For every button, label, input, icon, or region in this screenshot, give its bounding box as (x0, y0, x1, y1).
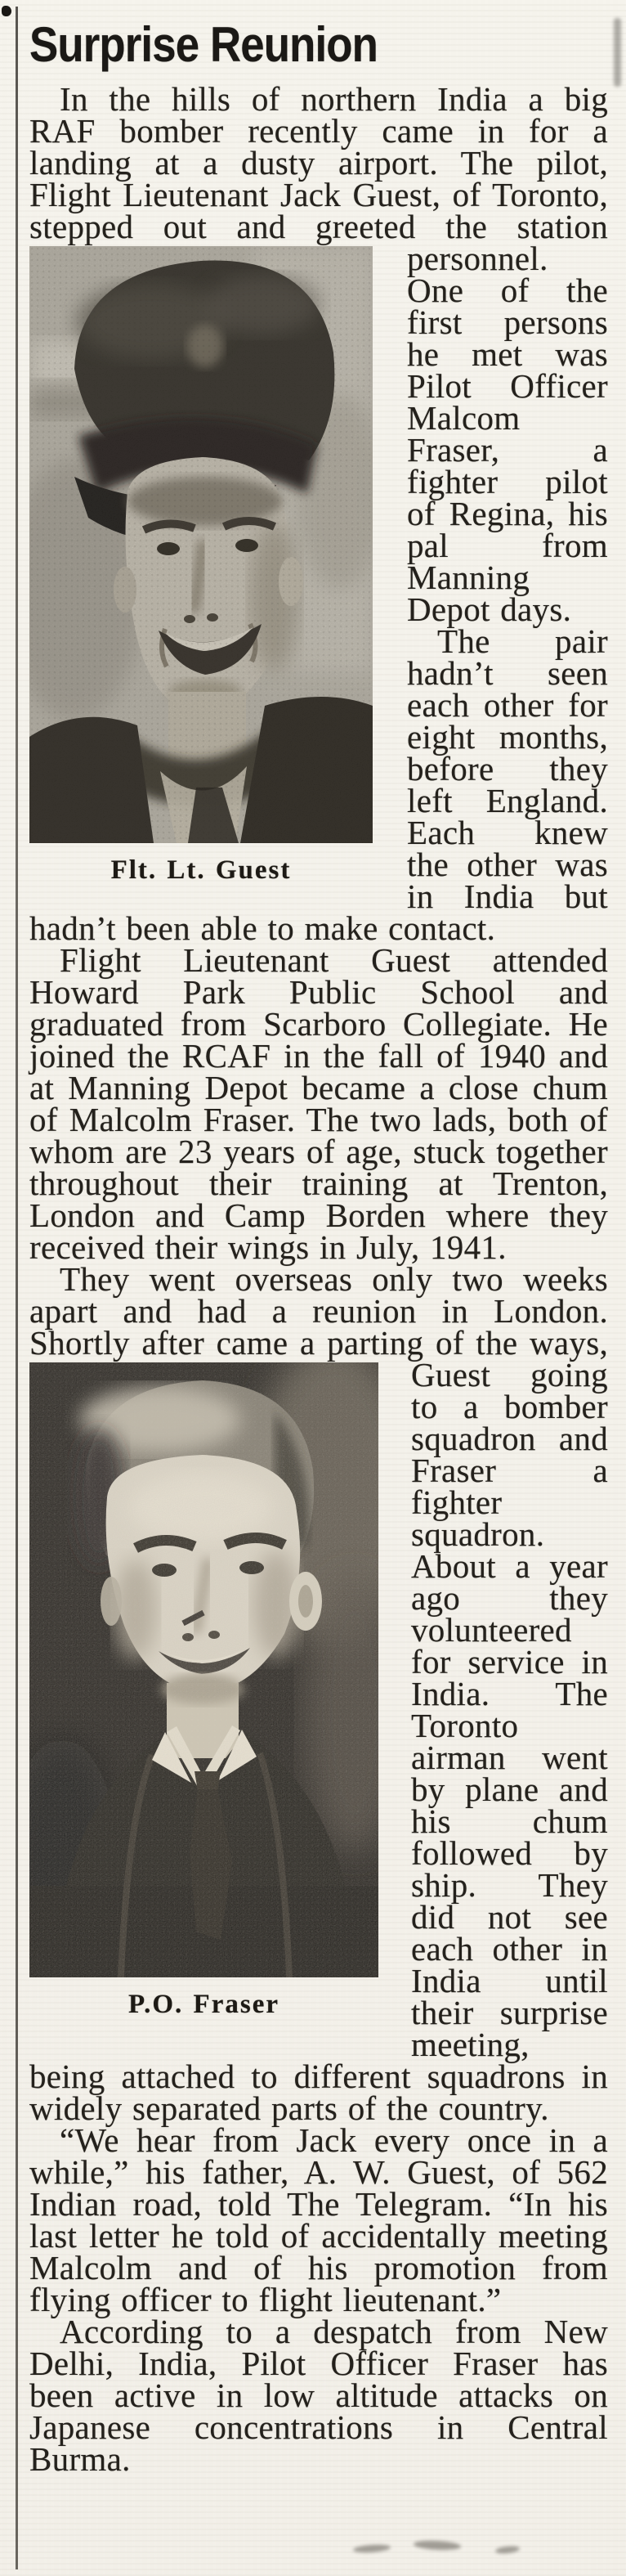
lede-text-before-photo: In the hills of northern India a big RAF bomber recently came in for a landing at a dusty airport. The pilot, Flight Lieutenant Jack Guest, of Toronto, stepped out and greeted (29, 80, 608, 245)
photo-po-fraser (29, 1362, 378, 1977)
lede-text-after-photo: the station personnel. One of the first persons he met was Pilot Officer Malcom Fraser, a fighter pilot of Regina, his pal from Manning Depot days. (407, 208, 608, 628)
headline: Surprise Reunion (29, 17, 378, 72)
paragraph-4-after-photo: of the ways, Guest going to a bomber squadron and Fraser a fighter squadron. About a year ago they volunteered for service in India. The Toronto airman went by plane and his chum followed by ship. They did not see each other in India until their surprise meeting, being attached to different squadrons in widely separated parts of the country. (29, 1324, 609, 2127)
article-surprise-reunion (29, 17, 609, 2478)
scan-smudge-bottom-2 (414, 2539, 461, 2551)
scan-artifact-top-left (2, 6, 11, 16)
paragraph-5-quote: “We hear from Jack every once in a while,” his father, A. W. Guest, of 562 Indian road, told The Telegram. “In his last letter he told of accidentally meeting Malcolm and of his promotion from flying officer to flight lieutenant.” (29, 2121, 608, 2318)
paragraph-2: The pair hadn’t seen each other for eight months, before they left England. Each knew the other was in India but hadn’t been able to make contact. (29, 622, 608, 947)
guest-portrait-illustration (29, 246, 373, 843)
paragraph-4-before-photo: They went overseas only two weeks apart and had a reunion in London. Shortly after came a parting (29, 1260, 608, 1362)
scan-smudge-bottom-1 (353, 2543, 391, 2553)
paragraph-4 (29, 1260, 609, 2127)
fraser-portrait-illustration (29, 1362, 378, 1977)
photo-caption-guest: Flt. Lt. Guest (110, 855, 292, 885)
scan-smudge-bottom-3 (495, 2545, 521, 2554)
photo-flt-lt-guest (29, 246, 373, 843)
photo-figure-fraser (29, 1362, 378, 2023)
column-rule-left (16, 7, 18, 2569)
scan-artifact-top-right (614, 18, 621, 87)
photo-figure-guest (29, 246, 373, 889)
paragraph-6-despatch: According to a despatch from New Delhi, India, Pilot Officer Fraser has been active in low altitude attacks on Japanese concentrations in Central Burma. (29, 2313, 608, 2478)
photo-caption-fraser: P.O. Fraser (128, 1990, 279, 2019)
paragraph-3: Flight Lieutenant Guest attended Howard Park Public School and graduated from Scarboro Collegiate. He joined the RCAF in the fall of 1940 and at Manning Depot became a close chum of Malcolm Fraser. The two lads, both of whom are 23 years of age, stuck together throughout their training at Trenton, London and Camp Borden where they received their wings in July, 1941. (29, 941, 608, 1266)
